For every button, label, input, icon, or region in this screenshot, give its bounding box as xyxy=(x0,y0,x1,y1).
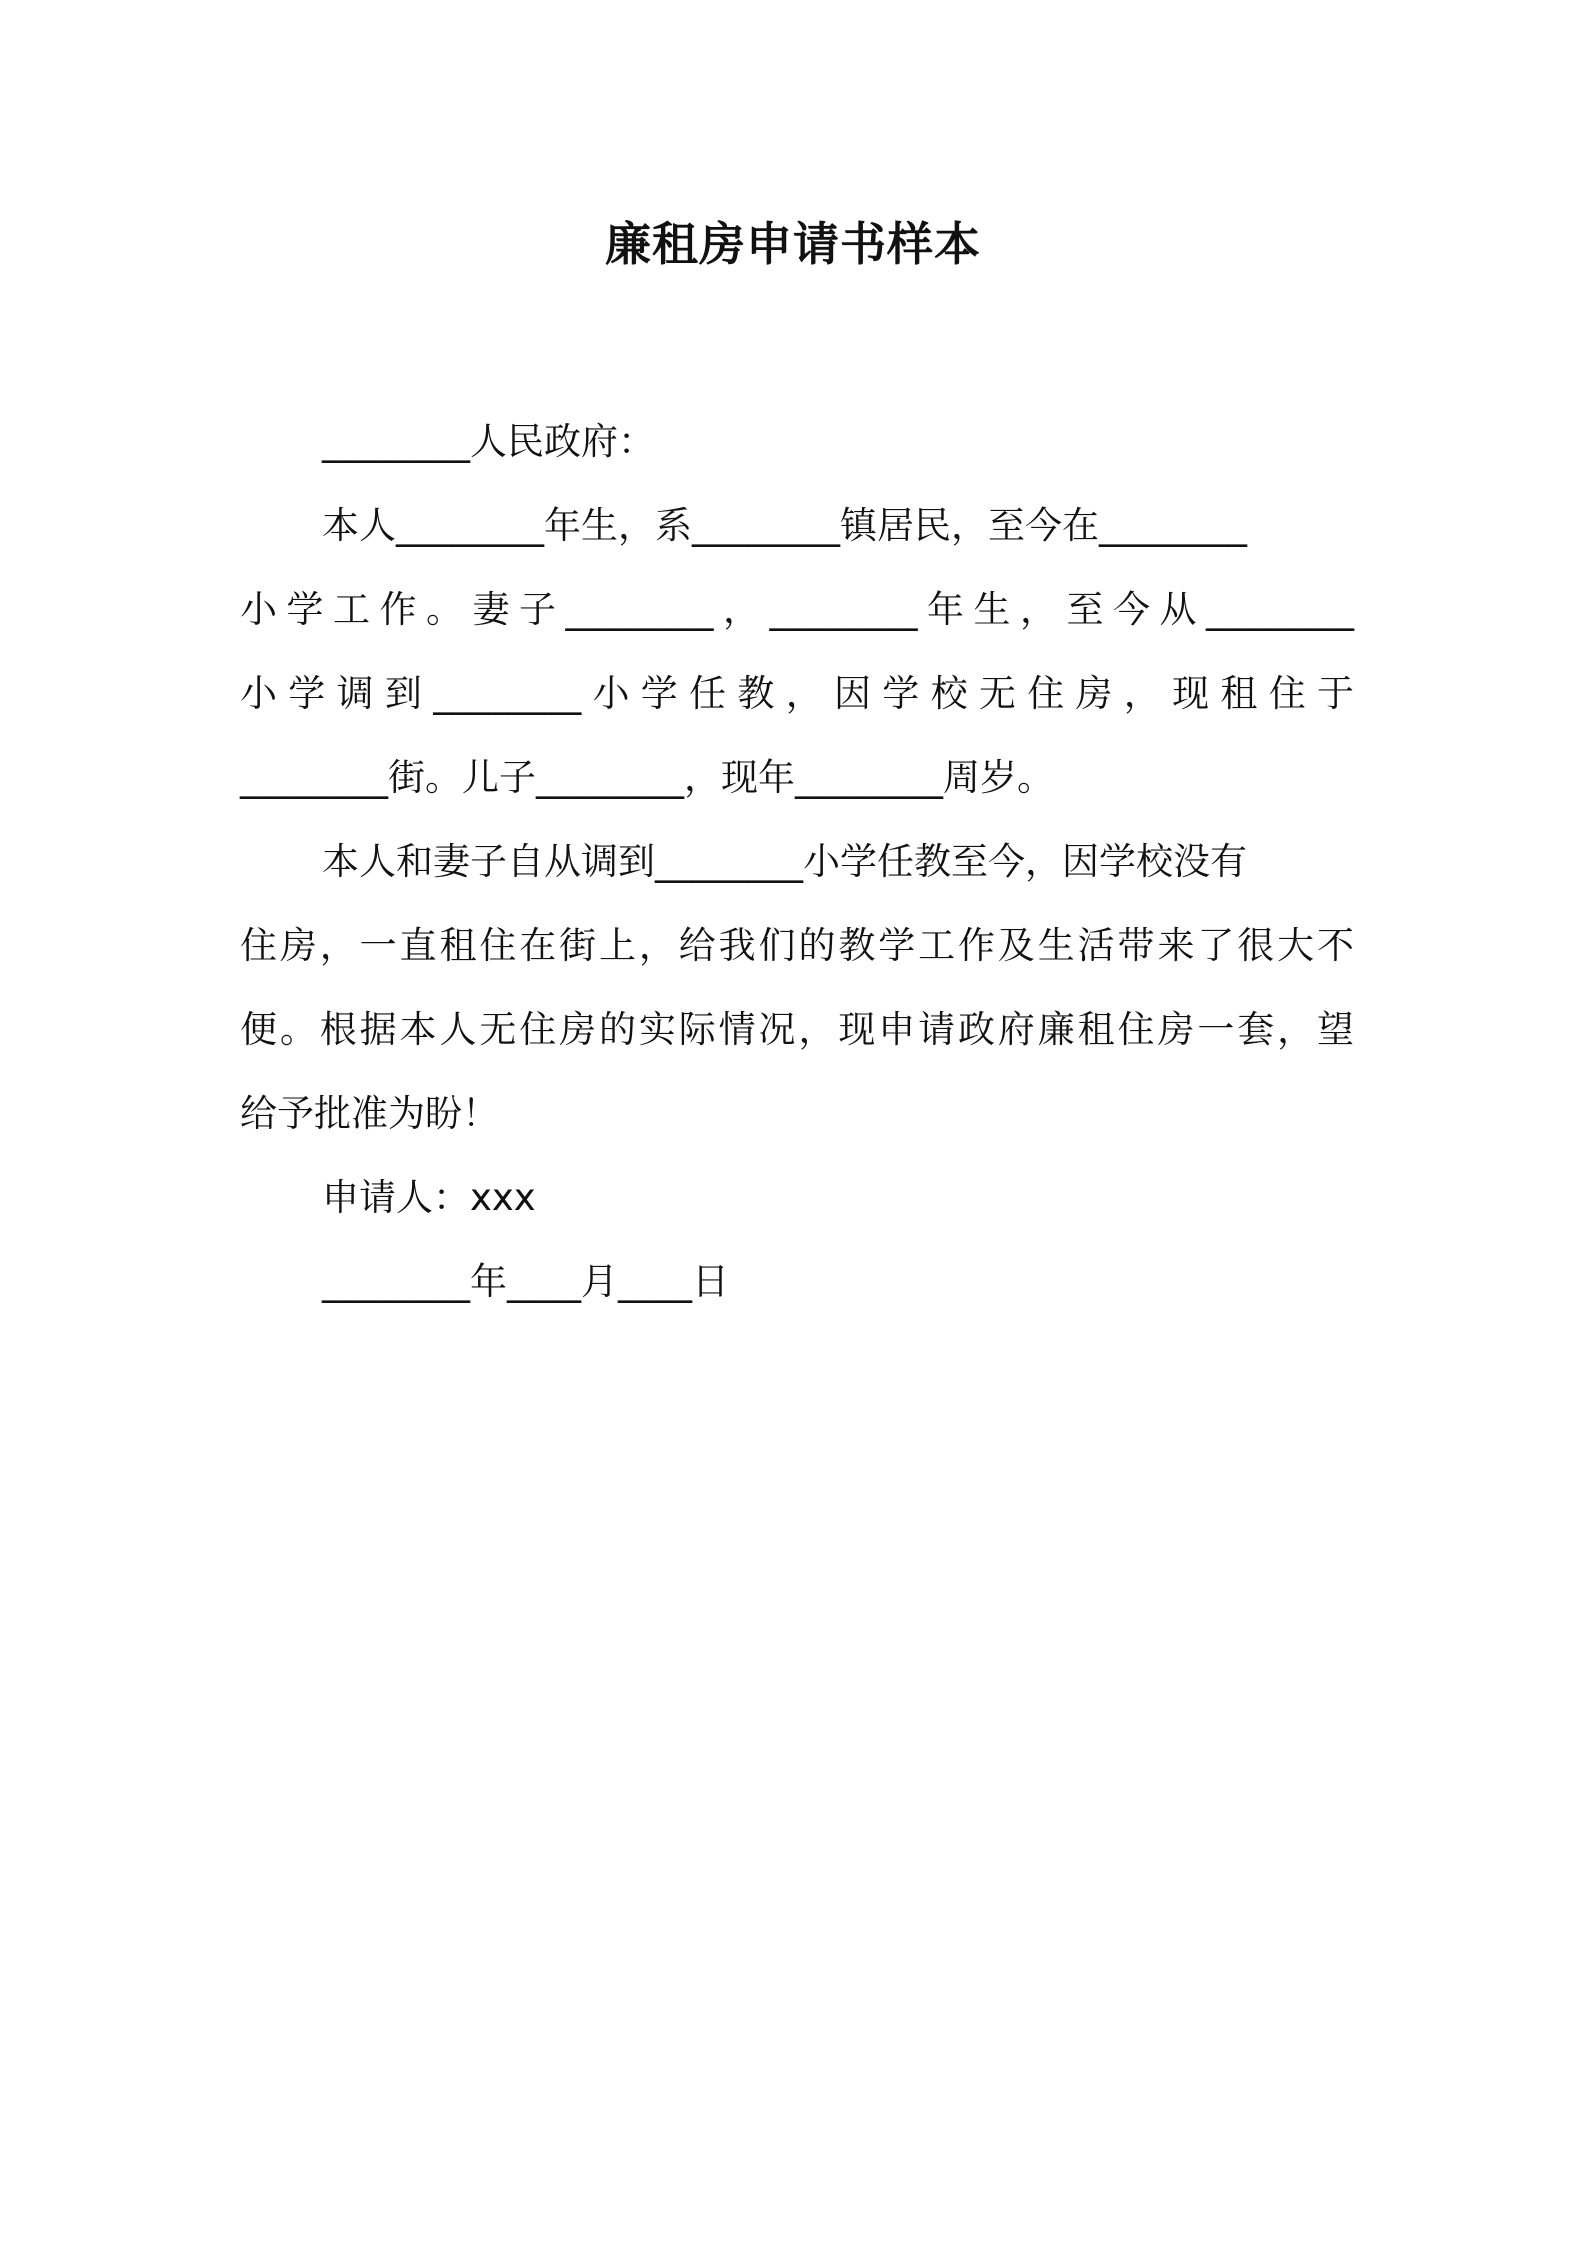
paragraph1-line4: ________街。儿子________，现年________周岁。 xyxy=(240,756,1054,799)
paragraph2-line1: 本人和妻子自从调到________小学任教至今，因学校没有 xyxy=(322,840,1247,883)
salutation: ________人民政府： xyxy=(322,420,655,463)
date-line: ________年____月____日 xyxy=(322,1260,729,1303)
paragraph1-line1: 本人________年生，系________镇居民，至今在________ xyxy=(322,504,1247,547)
paragraph2-line3: 便。根据本人无住房的实际情况，现申请政府廉租住房一套，望 xyxy=(240,1008,1354,1051)
document-title: 廉租房申请书样本 xyxy=(605,217,981,271)
paragraph1-line2: 小学工作。妻子________，________年生，至今从________ xyxy=(240,588,1354,631)
paragraph2-line2: 住房，一直租住在街上，给我们的教学工作及生活带来了很大不 xyxy=(240,924,1354,967)
applicant-signature: 申请人：xxx xyxy=(322,1176,536,1219)
paragraph1-line3: 小学调到________小学任教，因学校无住房，现租住于 xyxy=(240,672,1354,715)
paragraph2-line4: 给予批准为盼！ xyxy=(240,1092,499,1135)
